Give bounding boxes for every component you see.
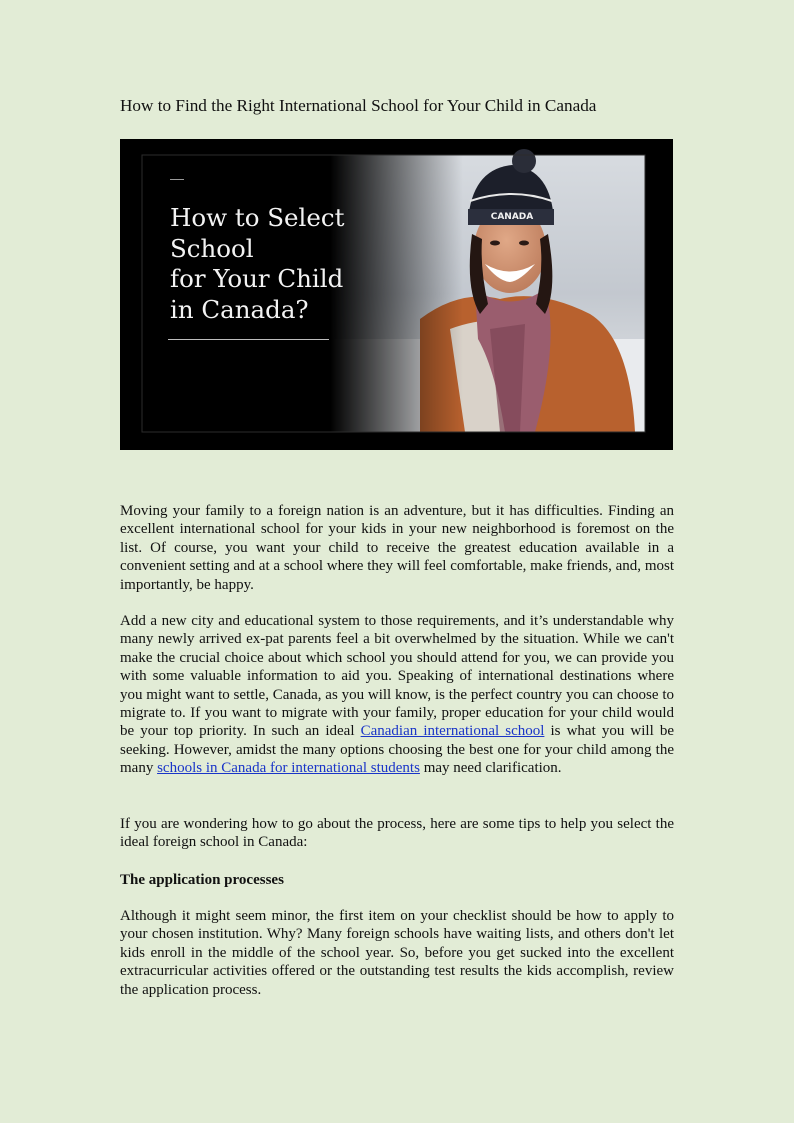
hero-line: How to Select: [170, 203, 345, 232]
paragraph-tips-intro: If you are wondering how to go about the process, here are some tips to help you select the ideal foreign school in Canada:: [120, 816, 674, 851]
paragraph-requirements: [120, 612, 674, 778]
hero-divider: [168, 339, 329, 340]
paragraph-text: is what you will be seeking. However, amidst the many options choosing the best one for your child among the many: [120, 723, 675, 777]
hero-line: in Canada?: [170, 294, 309, 324]
hero-image: [120, 139, 673, 450]
schools-in-canada-link[interactable]: schools in Canada for international students: [157, 760, 420, 777]
canadian-international-school-link[interactable]: Canadian international school: [360, 723, 545, 740]
section-heading-application: The application processes: [120, 872, 284, 888]
hero-line: for Your Child: [170, 264, 344, 293]
paragraph-application: Although it might seem minor, the first item on your checklist should be how to apply to your chosen institution. Why? Many foreign schools have waiting lists, and others don't let kids enroll in the middle of the school year. So, before you get sucked into the excellent extracurricular activities offered or the outstanding test results the kids accomplish, review the application process.: [120, 908, 674, 998]
hero-line: School: [170, 233, 254, 263]
hero-decorative-mark: [170, 179, 184, 180]
paragraph-intro: Moving your family to a foreign nation is an adventure, but it has difficulties. Finding an excellent international school for your kids in your new neighborhood is foremost on the list. Of course, you want your child to receive the greatest education available in a convenient setting and at a school where they will feel comfortable, make friends, and, most importantly, be happy.: [120, 503, 674, 593]
document-title: How to Find the Right International School for Your Child in Canada: [120, 96, 597, 115]
paragraph-text: may need clarification.: [419, 760, 562, 777]
paragraph-text: Add a new city and educational system to those requirements, and it’s understandable why many newly arrived ex-pat parents feel a bit overwhelmed by the situation. While we can't make the crucial choice about which school you should attend for you, we can provide you with some valuable information to aid you. Speaking of international destinations where you might want to settle, Canada, as you will know, is the perfect country you can choose to migrate to. If you want to migrate with your family, proper education for your child would be your top priority. In such an ideal: [120, 613, 674, 740]
hero-heading: [170, 203, 344, 325]
